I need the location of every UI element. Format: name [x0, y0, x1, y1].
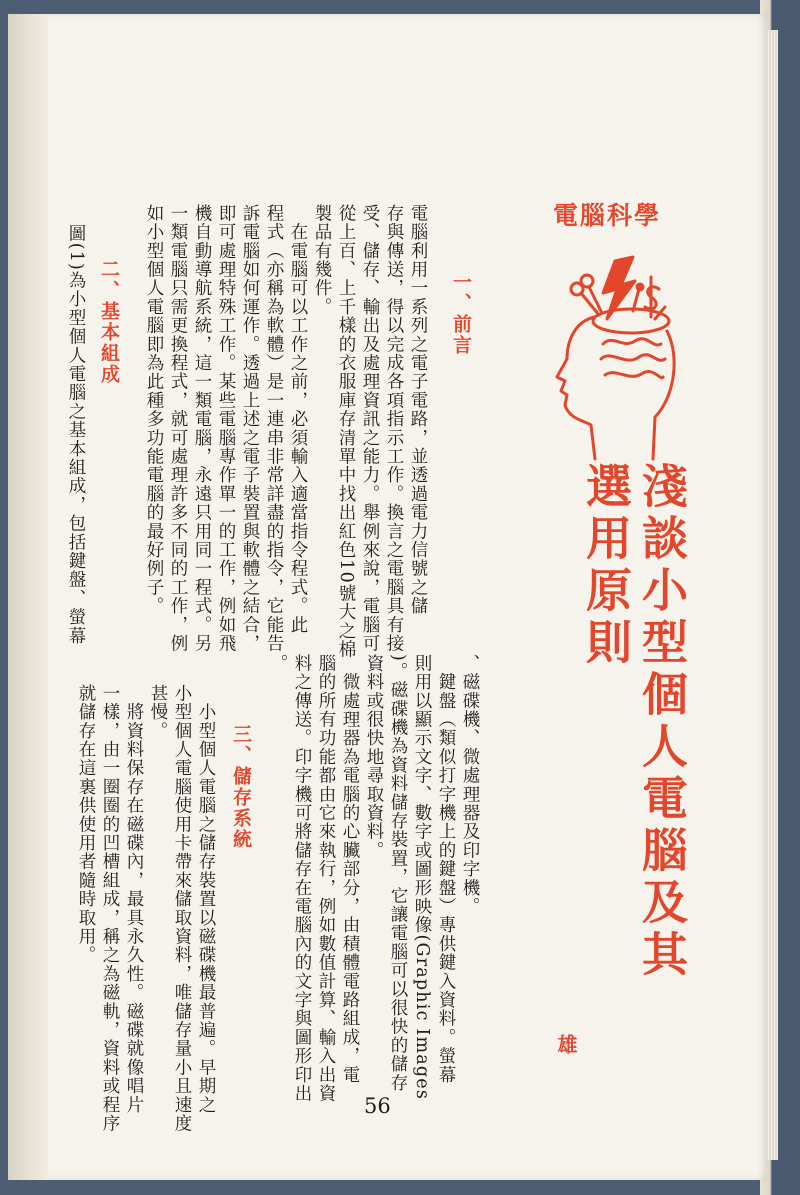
text-column: 甚慢。 — [148, 684, 168, 741]
book-page — [8, 14, 766, 1180]
text-column: 、磁碟機、微處理器及印字機。 — [460, 654, 480, 916]
text-column: 微處理器為電腦的心臟部分，由積體電路組成，電 — [340, 654, 360, 1085]
text-column: 資料或很快地尋取資料。 — [364, 654, 384, 860]
heading-components: 二、基本組成 — [98, 259, 120, 385]
heading-intro: 一、前言 — [450, 272, 472, 356]
text-column: 料之傳送。印字機可將儲存在電腦內的文字與圖形印出 — [292, 654, 312, 1103]
text-column: 。 — [268, 654, 288, 673]
text-column: 訴電腦如何運作。透過上述之電子裝置與軟體之結合， — [240, 204, 260, 653]
text-column: 機自動導航系統，這一類電腦，永遠只用同一程式。另 — [192, 204, 212, 653]
text-column: 腦的所有功能都由它來執行，例如數值計算、輸入出資 — [316, 654, 336, 1103]
text-column: 小型個人電腦之儲存裝置以磁碟機最普遍。早期之 — [196, 684, 216, 1115]
left-gutter — [8, 14, 48, 1180]
show-through-text — [103, 194, 143, 604]
heading-storage: 三、儲存系統 — [230, 724, 252, 850]
text-column: 如小型個人電腦即為此種多功能電腦的最好例子。 — [144, 204, 164, 616]
text-column: 一類電腦只需更換程式，就可處理許多不同的工作，例 — [168, 204, 188, 653]
author-name: 雄 — [554, 1034, 578, 1054]
text-column: 程式（亦稱為軟體）是一連串非常詳盡的指令，它能告 — [264, 204, 284, 653]
text-column: 圖(1)為小型個人電腦之基本組成，包括鍵盤、螢幕 — [66, 224, 86, 646]
text-column: 存與傳送，得以完成各項指示工作。換言之電腦具有接 — [384, 204, 404, 653]
text-column: 即可處理特殊工作。某些電腦專作單一的工作，例如飛 — [216, 204, 236, 653]
text-column: 一樣，由一圈圈的凹槽組成，稱之為磁軌，資料或程序 — [100, 684, 120, 1133]
text-column: )。磁碟機為資料儲存裝置，它讓電腦可以很快的儲存 — [388, 654, 408, 1093]
text-column: 將資料保存在磁碟內，最具永久性。磁碟就像唱片 — [124, 684, 144, 1115]
text-column: 小型個人電腦使用卡帶來儲取資料，唯儲存量小且速度 — [172, 684, 192, 1133]
text-column: 受、儲存、輸出及處理資訊之能力。舉例來說，電腦可 — [360, 204, 380, 653]
text-column: 則用以顯示文字、數字或圖形映像(Graphic Images — [412, 654, 432, 1101]
text-column: 製品有幾件。 — [312, 204, 332, 317]
text-column: 從上百、上千樣的衣服庫存清單中找出紅色10號大之棉 — [336, 204, 356, 659]
text-column: 就儲存在這裏供使用者隨時取用。 — [76, 684, 96, 965]
text-column: 在電腦可以工作之前，必須輸入適當指令程式。此 — [288, 204, 308, 635]
section-badge: 電腦科學 — [553, 201, 662, 230]
article-title: 淺談小型個人電腦及其選用原則 — [579, 462, 689, 982]
head-with-ideas-illustration — [543, 249, 683, 474]
text-column: 鍵盤（類似打字機上的鍵盤）專供鍵入資料。螢幕 — [436, 654, 456, 1085]
text-column: 電腦利用一系列之電子電路，並透過電力信號之儲 — [408, 204, 428, 616]
page-number: 56 — [364, 1094, 391, 1118]
